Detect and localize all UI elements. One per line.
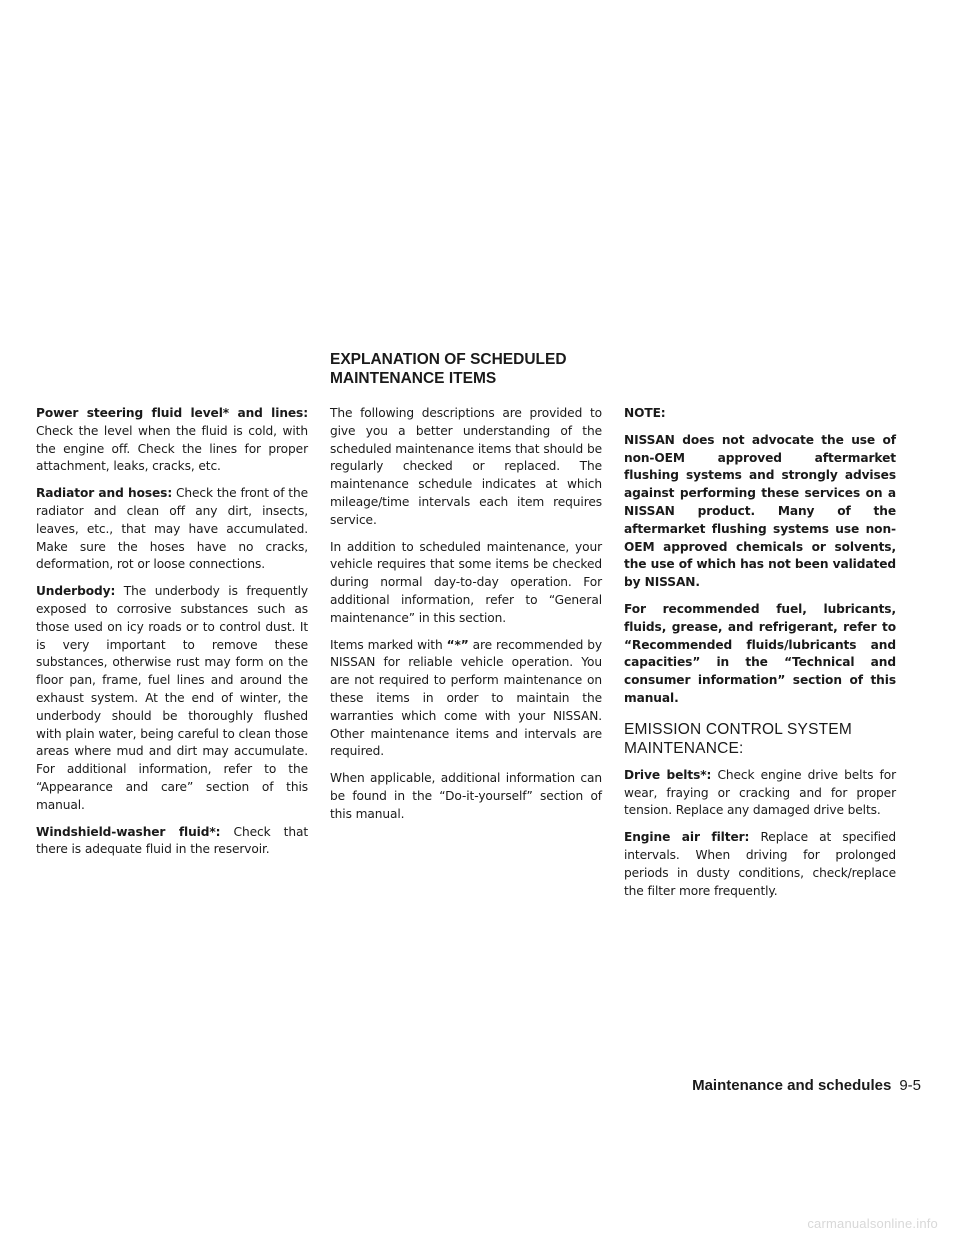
column-right bbox=[624, 405, 896, 909]
paragraph-day-to-day: In addition to scheduled maintenance, your vehicle requires that some items be checked during normal day-to-day operation. For additional information, refer to “General maintenance” in this section. bbox=[330, 539, 602, 625]
paragraph-drive-belts: Drive belts*: Check engine drive belts for wear, fraying or cracking and for proper tension. Replace any damaged drive belts. bbox=[624, 767, 896, 818]
paragraph-air-filter: Engine air filter: Replace at specified intervals. When driving for prolonged periods in dusty conditions, check/replace the filter more frequently. bbox=[624, 830, 897, 898]
section-title-line-2: MAINTENANCE ITEMS bbox=[330, 370, 497, 387]
term-radiator-hoses: Radiator and hoses: bbox=[36, 486, 173, 501]
footer-chapter: Maintenance and schedules bbox=[692, 1077, 892, 1094]
asterisk-mark: “*” bbox=[446, 637, 469, 652]
page-footer bbox=[692, 1077, 921, 1094]
watermark: carmanualsonline.info bbox=[807, 1216, 938, 1231]
paragraph-intro: The following descriptions are provided to give you a better understanding of the scheduled maintenance items that should be regularly checked or replaced. The maintenance schedule indicates at which mileage/time intervals each item requires service. bbox=[330, 406, 602, 527]
note-oem-flushing: NISSAN does not advocate the use of non-OEM approved aftermarket flushing systems and strongly advises against performing these services on a NISSAN product. Many of the aftermarket flushing systems use non-OEM approved chemicals or solvents, the use of which has not been validated by NISSAN. bbox=[624, 432, 896, 590]
column-left bbox=[36, 405, 308, 868]
section-title-line-1: EXPLANATION OF SCHEDULED bbox=[330, 351, 567, 368]
term-washer-fluid: Windshield-washer fluid*: bbox=[36, 824, 221, 839]
paragraph-radiator-hoses: Radiator and hoses: Check the front of the radiator and clean off any dirt, insects, leaves, etc., that may have accumulated. Make sure the hoses have no cracks, deformation, rot or loose connections. bbox=[36, 486, 308, 572]
section-title bbox=[330, 350, 930, 388]
paragraph-power-steering: Power steering fluid level* and lines: Check the level when the fluid is cold, with the engine off. Check the lines for proper attachment, leaks, cracks, etc. bbox=[36, 406, 308, 474]
paragraph-washer-fluid: Windshield-washer fluid*: Check that there is adequate fluid in the reservoir. bbox=[36, 824, 308, 857]
note-recommended-fluids: For recommended fuel, lubricants, fluids, grease, and refrigerant, refer to “Recommended fluids/lubricants and capacities” in the “Technical and consumer information” section of this manual. bbox=[624, 601, 896, 705]
emission-control-heading: EMISSION CONTROL SYSTEM MAINTENANCE: bbox=[624, 720, 852, 757]
page-number: 9-5 bbox=[899, 1077, 921, 1094]
paragraph-items-marked: Items marked with “*” are recommended by NISSAN for reliable vehicle operation. You are not required to perform maintenance on these items in order to maintain the warranties which come with your NISSAN. Other maintenance items and intervals are required. bbox=[330, 637, 603, 759]
column-middle bbox=[330, 405, 602, 833]
paragraph-underbody: Underbody: The underbody is frequently exposed to corrosive substances such as those used on icy roads or to control dust. It is very important to remove these substances, otherwise rust may form on the floor pan, frame, fuel lines and around the exhaust system. At the end of winter, the underbody should be thoroughly flushed with plain water, being careful to clean those areas where mud and dirt may accumulate. For additional information, refer to the “Appearance and care” section of this manual. bbox=[36, 584, 308, 812]
note-label: NOTE: bbox=[624, 406, 666, 420]
paragraph-additional-info: When applicable, additional information can be found in the “Do-it-yourself” section of this manual. bbox=[330, 771, 602, 821]
term-air-filter: Engine air filter: bbox=[624, 830, 750, 845]
term-power-steering: Power steering fluid level* and lines: bbox=[36, 406, 308, 420]
term-underbody: Underbody: bbox=[36, 584, 116, 599]
term-drive-belts: Drive belts*: bbox=[624, 767, 712, 782]
